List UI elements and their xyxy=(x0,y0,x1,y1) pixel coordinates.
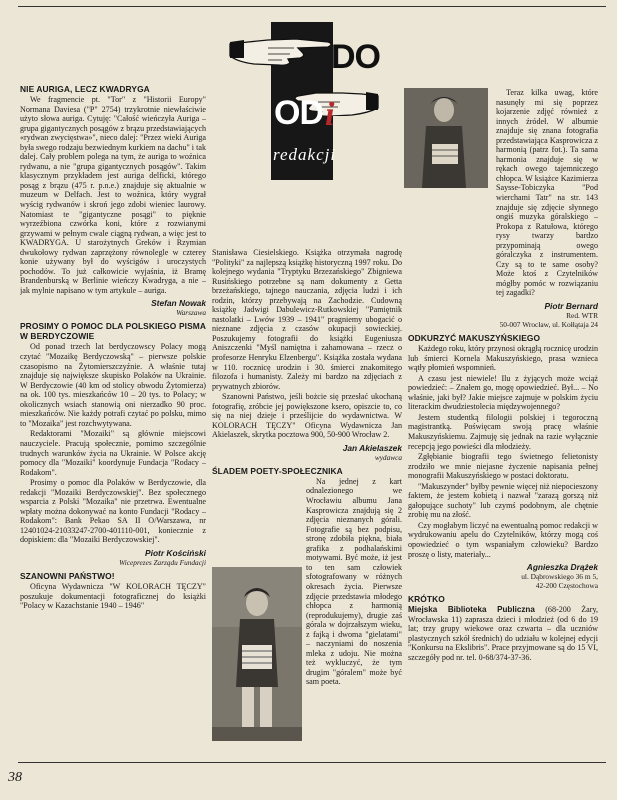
column-3 xyxy=(408,88,598,768)
author-address: 50-007 Wrocław, ul. Kołłątaja 24 xyxy=(499,320,598,330)
author-address: Red. WTR xyxy=(566,311,598,321)
article-paragraph: Jestem studentką filologii polskiej i tegoroczną magistrantką. Poświęcam swoją pracę właśnie Makuszyńskiemu. Zajmuję się jednak na razie wyłącznie recepcją jego powieści dla młodzieży. xyxy=(408,412,598,451)
header-do: DO xyxy=(331,38,380,76)
article-paragraph: Teraz kilka uwag, które nasunęły mi się poprzez kojarzenie zdjęć również z innych źródeł. W albumie znajduje się znana fotografia przedstawiająca Kasprowicza z harmonią (patrz fot.). Ta sama harmonia znajduje się w rękach owego tajemniczego chłopca. W książce Kazimierza Saysse-Tobiczyka "Pod wierchami Tatr" na str. 143 znajduje się zdjęcie słynnego ongiś muzyka góralskiego – Prokopa z Ratułowa, którego rysy twarzy bardzo przypominają owego góralczyka z instrumentem. Czy są to te same osoby? Może ktoś z Czytelników mógłby pomóc w rozwiązaniu tej zagadki? xyxy=(496,88,598,298)
section-header-graphic xyxy=(228,22,380,180)
article-paragraph: Zgłębianie biografii tego świetnego felietonisty zrodziło we mnie niejasne życzenie napisania pełnej monografii Makuszyńskiego w postaci doktoratu. xyxy=(408,452,598,481)
author-signature: Jan Akielaszek xyxy=(342,442,402,453)
photo-illustration xyxy=(212,567,302,741)
author-signature: Piotr Bernard xyxy=(544,301,598,312)
article-paragraph: Od ponad trzech lat berdyczowscy Polacy mogą czytać "Mozaikę Berdyczowską" – pierwsze polskie czasopismo na Żytomierszczyźnie. A właśnie tutaj znajduje się największe skupisko Polaków na Ukrainie. W Berdyczowie (40 km od stolicy obwodu Żytomierza) na ok. 100 tys. mieszkańców 10 – 20 tys. to Polacy; w okolicznych wsiach stanowią oni nierzadko 90 proc. mieszkańców. Nie każdy potrafi czytać po polsku, mimo to "Mozaika" jest rozchwytywana. xyxy=(20,342,206,428)
short-notice xyxy=(408,605,598,662)
article-paragraph: Oficyna Wydawnicza "W KOLORACH TĘCZY" poszukuje dokumentacji fotograficznej do książki "Polacy w Kazachstanie 1940 – 1946" xyxy=(20,581,206,611)
author-role: Warszawa xyxy=(176,308,206,318)
notice-name: Miejska Biblioteka Publiczna xyxy=(408,605,535,615)
photo-highlander-hand xyxy=(404,88,488,188)
article-title: NIE AURIGA, LECZ KWADRYGA xyxy=(20,84,150,94)
top-rule xyxy=(18,6,606,7)
header-redakcji: redakcji xyxy=(273,145,337,164)
author-address: 42-200 Częstochowa xyxy=(535,581,598,591)
author-signature: Piotr Kościński xyxy=(145,547,206,558)
bottom-rule xyxy=(18,762,606,763)
article-paragraph: Każdego roku, który przynosi okrągłą rocznicę urodzin lub śmierci Kornela Makuszyńskiego, prasa wznieca wątły płomień wspomnień. xyxy=(408,344,598,373)
author-signature: Agnieszka Drążek xyxy=(526,562,598,573)
column-1 xyxy=(20,80,206,762)
photo-boy-with-accordion xyxy=(212,567,302,741)
article-paragraph: Stanisława Ciesielskiego. Książka otrzymała nagrodę "Polityki" za najlepszą książkę historyczną 1997 roku. Do kolejnego wydania "Tryptyku Brzezańskiego" Zbigniewa Rusińskiego potrzebne są nam dokumenty z Getta brzeżańskiego, tajnego nauczania, zdjęcia ludzi i ich rodzin, którzy przebywają na Zachodzie. Cudowną książkę Jadwigi Dabulewicz-Rutkowskiej "Pamiętnik nastolatki – Lwów 1939 – 1941" pragniemy ubogacić o nieznane zdjęcia z czasów okupacji sowieckiej. Poszukujemy fotografii do książki Eugeniusza Aniszczenki "Myśl namiętna i zahamowana – rzecz o profesorze Henryku Elzenbergu". Książka została wydana w 110. rocznicę urodzin i 30. śmierci znakomitego filozofa i humanisty. Zależy mi bardzo na zdjęciach z prywatnych zbiorów. xyxy=(212,248,402,391)
article-title: ŚLADEM POETY-SPOŁECZNIKA xyxy=(212,465,343,476)
header-od: OD xyxy=(274,94,323,132)
article-paragraph: Redaktorami "Mozaiki" są głównie miejscowi nauczyciele. Pracują społecznie, pomimo szczególnie trudnych warunków życia na Ukrainie. W Polsce akcję pomocy dla "Mozaiki" koordynuje Fundacja "Rodacy – Rodakom". xyxy=(20,429,206,477)
page-number: 38 xyxy=(8,770,22,785)
article-title: ODKURZYĆ MAKUSZYŃSKIEGO xyxy=(408,333,541,344)
article-paragraph: "Makuszynder" byłby pewnie więcej niż niepocieszony faktem, że jestem kobietą i nazwał "zarazą gorszą niż gałopujące suchoty" lub czymś podobnym, ale chętnie zrobię mu na złość. xyxy=(408,481,598,520)
article-paragraph: Na jednej z kart odnalezionego we Wrocławiu albumu Jana Kasprowicza znajdują się 2 zdjęcia nieznanych górali. Fotografie są bez podpisu, stronę zdobiła piękna, biała grafika z podhalańskimi motywami. Być może, iż jest to ten sam człowiek sfotografowany w różnych okresach życia. Pierwsze zdjęcie przedstawia młodego chłopca z harmonią (reprodukujemy), drugie zaś górala w dojrzałszym wieku, z fajką i dwoma "gielatami" – naczyniami do noszenia mleka z udoju. Nie można też wykluczyć, że tym drugim "góralem" może być sam poeta. xyxy=(306,476,402,687)
author-address: ul. Dąbrowskiego 36 m 5, xyxy=(521,572,598,582)
article-paragraph: A czasu jest niewiele! Ilu z żyjących może wciąż powiedzieć: – Znałem go, mogę opowiedzieć. Był... – No właśnie, jaki był? Jakie miejsce zajmuje w polskim życiu literackim dwudziestolecia międzywojennego? xyxy=(408,373,598,412)
article-paragraph: Czy mogłabym liczyć na ewentualną pomoc redakcji w wydrukowaniu apelu do Czytelników, którzy mogą coś opowiedzieć o tym wspaniałym człowieku? Bardzo proszę o listy, materiały... xyxy=(408,520,598,559)
notice-text: (68-200 Żary, Wrocławska 11) zaprasza dzieci i młodzież (od 6 do 19 lat; trzy grupy wiekowe oraz czwarta – dla uczniów plastycznych szkół średnich) do udziału w kolejnej edycji "Konkursu na Ekslibris". Prace przyjmowane są do 15 VI, szczegóły pod nr. tel. 0-68/374-37-36. xyxy=(408,605,598,662)
article-title: SZANOWNI PAŃSTWO! xyxy=(20,570,115,581)
article-title: KRÓTKO xyxy=(408,594,445,605)
header-i: i xyxy=(325,96,335,133)
author-signature: Stefan Nowak xyxy=(151,298,206,309)
author-role: Wiceprezes Zarządu Fundacji xyxy=(119,557,206,567)
article-paragraph: Szanowni Państwo, jeśli bożcie się przesłać ukochaną fotografię, zróbcie jej powiększone ksero, opiszcie to, co się na niej dzieje i prześlijcie do wydawnictwa. W KOLORACH TĘCZY" Oficyna Wydawnicza Jan Akielaszek, skrytka pocztowa 900, 50-900 Wrocław 2. xyxy=(212,392,402,440)
article-paragraph: Prosimy o pomoc dla Polaków w Berdyczowie, dla redakcji "Mozaiki Berdyczowskiej". Bez społecznego wsparcia z Polski "Mozaika" nie przetrwa. Ewentualne wpłaty można dokonywać na konto Fundacji "Rodacy – Rodakom": Bank Pekao SA II O/Warszawa, nr 12401024-21033247-2700-401110-001, koniecznie z dopiskiem: dla "Mozaiki Berdyczowskiej". xyxy=(20,478,206,545)
author-role: wydawca xyxy=(374,452,402,462)
pointing-hand-right-icon xyxy=(228,30,338,68)
article-title: PROSIMY O POMOC DLA POLSKIEGO PISMA W BERDYCZOWIE xyxy=(20,321,206,342)
article-paragraph: We fragmencie pt. "Tor" z "Historii Europy" Normana Daviesa ("P" 2754) trzykrotnie niewłaściwie użyto słowa auriga. Cytuję: "Całość wieńczyła Auriga – grupa gigantycznych posągów z brązu przedstawiających «rydwan zwycięstwa»", nieco dalej: "Przez wieki Auriga była swego rodzaju bezwiednym kurkiem na dachu" i tak dalej. Cały problem polega na tym, że auriga to woźnica rydwanu, a nie "grupa gigantycznych posągów". Takim klasycznym przykładem jest auriga delficki, którego posąg z brązu (475 r. p.n.e.) znajduje się aktualnie w muzeum w Delfach. Jest to woźnica, który wygrał wyścig rydwanów i skroń jego zdobi wieniec laurowy. Natomiast te "gigantyczne posągi" to pięknie wyrzeźbiona czwórka koni, które z rozwianymi grzywami w pełnym cwale ciągną rydwan, a więc jest to KWADRYGA. U starożytnych Greków i Rzymian dwukołowy rydwan zaprzężony równolegle w czterey konie używany był do wyścigów i uroczystych pochodów. To już całkowicie wyjaśnia, iż Bramę Brandenburską w Berlinie wieńczy Kwadryga, a nie – jak mylnie napisano w tym artykule – auriga. xyxy=(20,95,206,295)
photo-illustration xyxy=(404,88,488,188)
